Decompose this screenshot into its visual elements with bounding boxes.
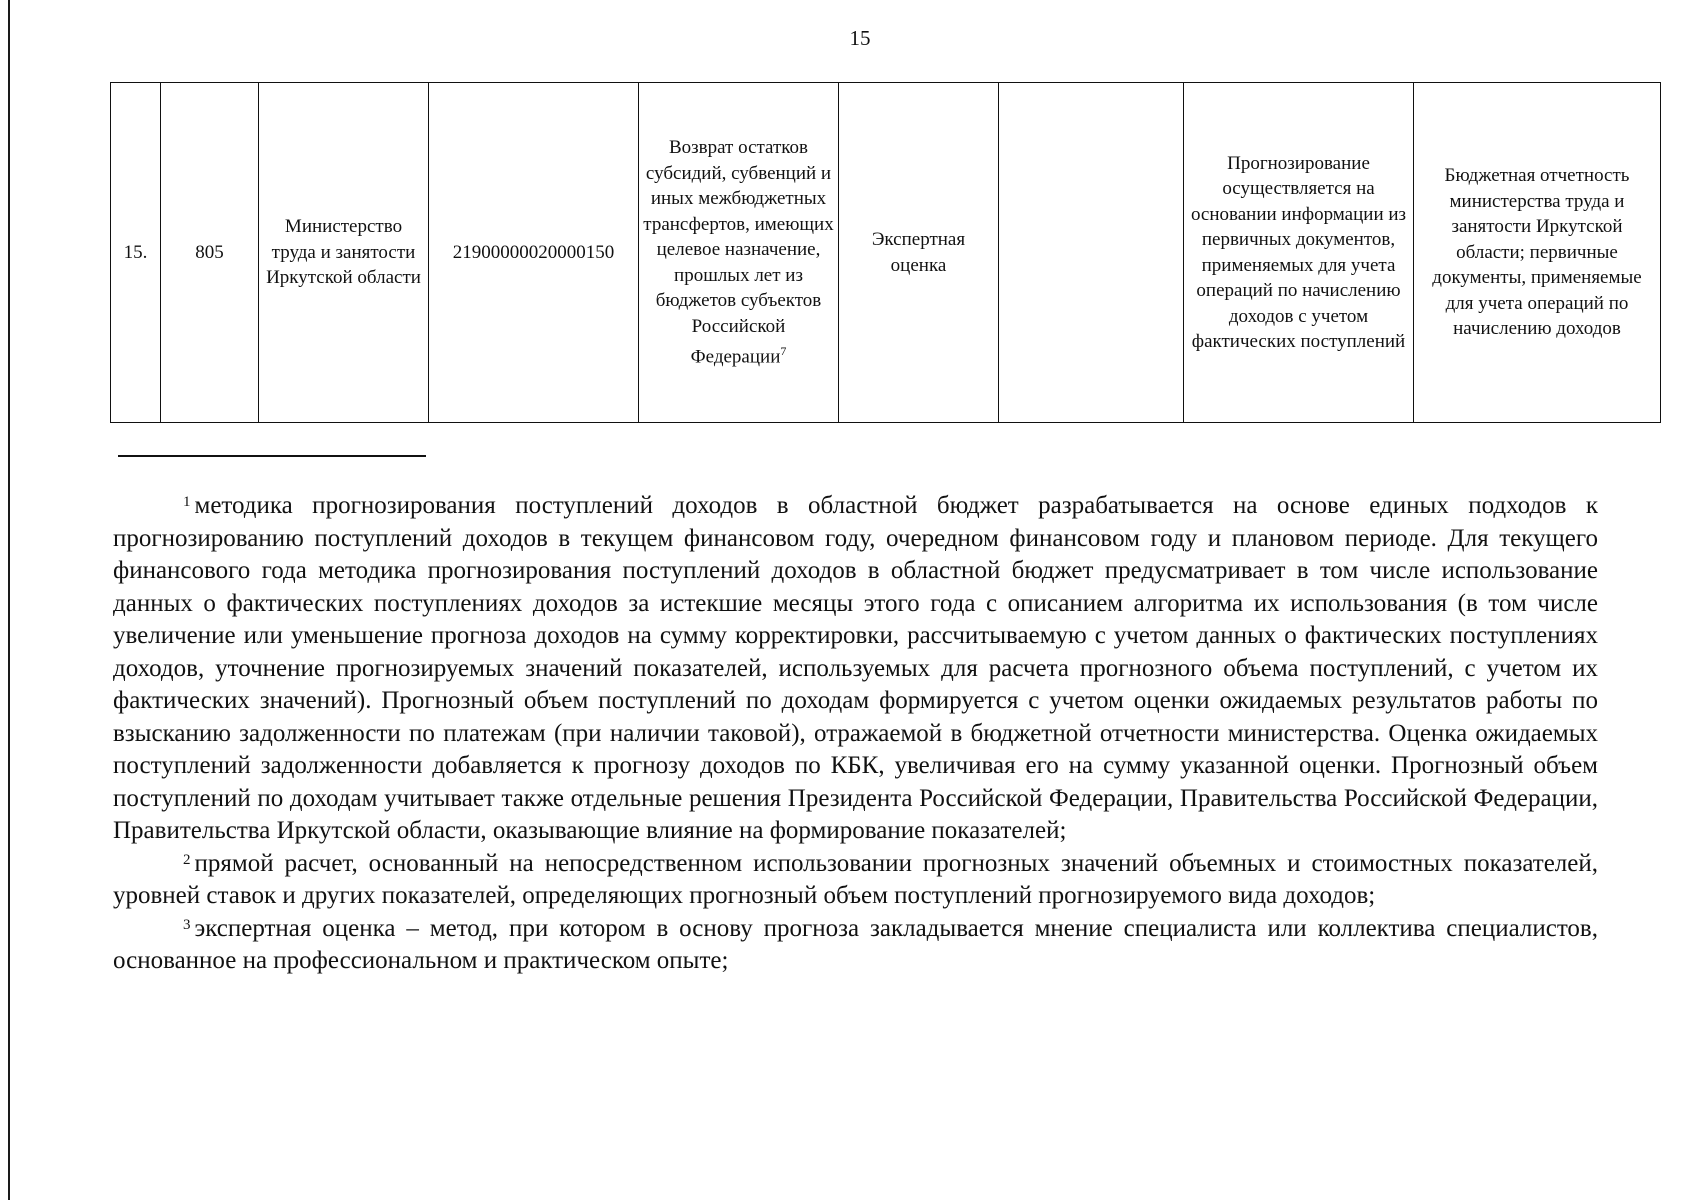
footnote-text: прямой расчет, основанный на непосредственном использовании прогнозных значений объемных и стоимостных показателей, уровней ставок и других показателей, определяющих прогнозный объем поступлений прогнозируемого вида доходов; [113, 849, 1598, 909]
income-forecast-table [110, 82, 1661, 423]
cell-method: Экспертная оценка [839, 83, 999, 423]
footnotes [113, 490, 1598, 978]
footnote-3 [113, 913, 1598, 978]
scan-edge-line [8, 0, 10, 1200]
cell-admin-code: 805 [161, 83, 259, 423]
footnote-separator [118, 455, 426, 457]
cell-algorithm: Прогнозирование осуществляется на основании информации из первичных документов, применяемых для учета операций по начислению доходов с учетом фактических поступлений [1184, 83, 1414, 423]
cell-source: Бюджетная отчетность министерства труда и занятости Иркутской области; первичные документы, применяемые для учета операций по начислению доходов [1414, 83, 1661, 423]
footnote-text: экспертная оценка – метод, при котором в основу прогноза закладывается мнение специалиста или коллектива специалистов, основанное на профессиональном и практическом опыте; [113, 914, 1598, 974]
cell-formula [999, 83, 1184, 423]
footnote-marker: 1 [183, 494, 191, 510]
cell-row-number: 15. [111, 83, 161, 423]
footnote-text: методика прогнозирования поступлений доходов в областной бюджет разрабатывается на основе единых подходов к прогнозированию поступлений доходов в текущем финансовом году, очередном финансовом году и плановом периоде. Для текущего финансового года методика прогнозирования поступлений доходов в областной бюджет предусматривает в том числе использование данных о фактических поступлениях доходов за истекшие месяцы этого года с описанием алгоритма их использования (в том числе увеличение или уменьшение прогноза доходов на сумму корректировки, рассчитываемую с учетом данных о фактических поступлениях доходов, уточнение прогнозируемых значений показателей, используемых для расчета прогнозного объема поступлений, с учетом их фактических значений). Прогнозный объем поступлений по доходам формируется с учетом оценки ожидаемых результатов работы по взысканию задолженности по платежам (при наличии таковой), отражаемой в бюджетной отчетности министерства. Оценка ожидаемых поступлений задолженности добавляется к прогнозу доходов по КБК, увеличивая его на сумму указанной оценки. Прогнозный объем поступлений по доходам учитывает также отдельные решения Президента Российской Федерации, Правительства Российской Федерации, Правительства Иркутской области, оказывающие влияние на формирование показателей; [113, 492, 1598, 844]
income-name-footnote-ref: 7 [780, 344, 787, 359]
cell-income-name [639, 83, 839, 423]
footnote-marker: 3 [183, 916, 191, 933]
cell-administrator: Министерство труда и занятости Иркутской области [259, 83, 429, 423]
footnote-marker: 2 [183, 851, 191, 868]
table-row [111, 83, 1661, 423]
cell-kbk: 21900000020000150 [429, 83, 639, 423]
page-number: 15 [849, 26, 871, 50]
footnote-2 [113, 848, 1598, 913]
income-name-text: Возврат остатков субсидий, субвенций и иных межбюджетных трансфертов, имеющих целевое назначение, прошлых лет из бюджетов субъектов Российской Федерации [643, 137, 834, 368]
footnote-1 [113, 490, 1598, 848]
